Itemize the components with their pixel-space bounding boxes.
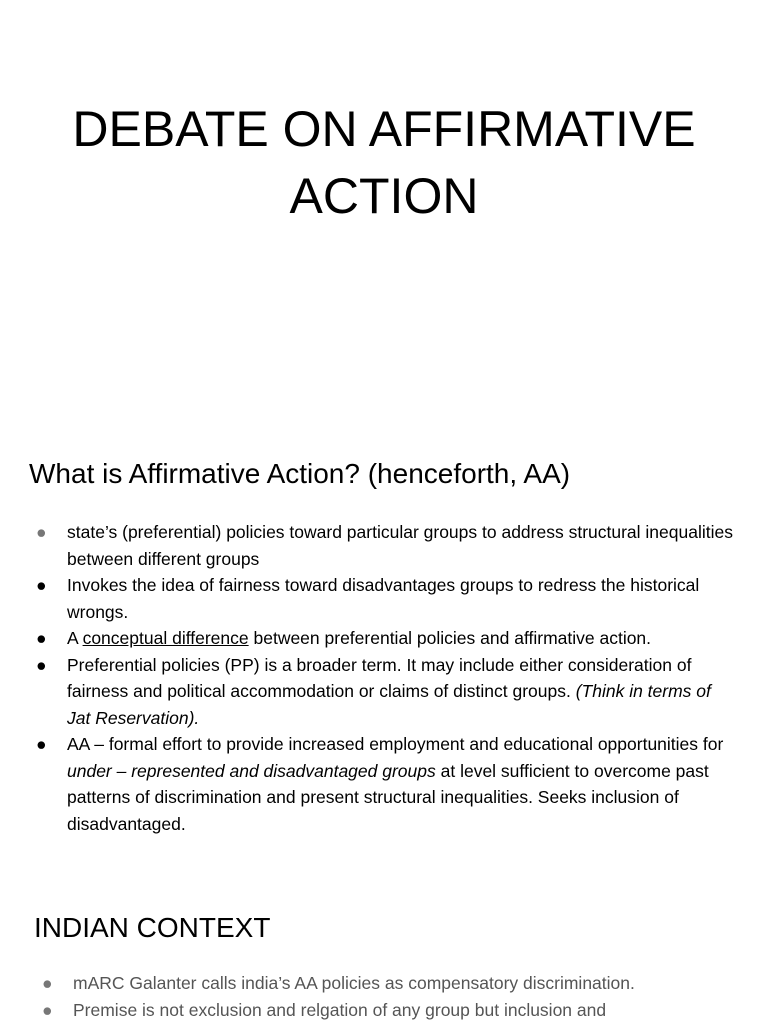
- italic-phrase: under – represented and disadvantaged groups: [67, 760, 436, 781]
- italic-note: (Think in terms of Jat Reservation).: [67, 681, 711, 728]
- list-item: [36, 519, 736, 572]
- underlined-term: conceptual difference: [82, 628, 249, 648]
- bullet-list: [36, 519, 736, 837]
- list-item: [36, 572, 736, 625]
- list-item-text: Premise is not exclusion and relgation of any group but inclusion and: [73, 999, 607, 1020]
- section-heading: What is Affirmative Action? (henceforth, AA): [29, 458, 571, 489]
- list-item-text: Preferential policies (PP) is a broader term. It may include either consideration of fairness and political accommodation or claims of distinct groups.: [67, 654, 692, 701]
- bullet-list: [42, 970, 742, 1023]
- list-item-text: state’s (preferential) policies toward particular groups to address structural inequalities between different groups: [67, 522, 733, 569]
- list-item-text: mARC Galanter calls india’s AA policies as compensatory discrimination.: [73, 973, 635, 993]
- list-item-text-pre: A: [67, 628, 83, 648]
- list-item: [36, 625, 736, 652]
- list-item-text-pre: AA – formal effort to provide increased employment and educational opportunities for: [67, 734, 724, 754]
- bullet-icon: ●: [36, 654, 47, 675]
- bullet-icon: ●: [42, 973, 53, 993]
- bullet-icon: ●: [36, 734, 47, 754]
- bullet-icon: ●: [36, 522, 47, 542]
- list-item-text: Invokes the idea of fairness toward disadvantages groups to redress the historical wrongs.: [67, 575, 700, 622]
- bullet-icon: ●: [42, 999, 53, 1020]
- bullet-icon: ●: [36, 575, 47, 595]
- list-item-text-post: between preferential policies and affirmative action.: [248, 628, 652, 648]
- section-heading: INDIAN CONTEXT: [34, 912, 271, 943]
- title-slide: [0, 0, 768, 420]
- page-title: DEBATE ON AFFIRMATIVE ACTION: [72, 101, 696, 224]
- list-item: [42, 970, 742, 997]
- list-item: [42, 997, 742, 1024]
- list-item: [36, 652, 736, 732]
- bullet-icon: ●: [36, 628, 47, 648]
- list-item: [36, 731, 736, 837]
- list-item-text-post: at level sufficient to overcome past patterns of discrimination and present structural inequalities. Seeks inclusion of disadvantaged.: [67, 760, 709, 834]
